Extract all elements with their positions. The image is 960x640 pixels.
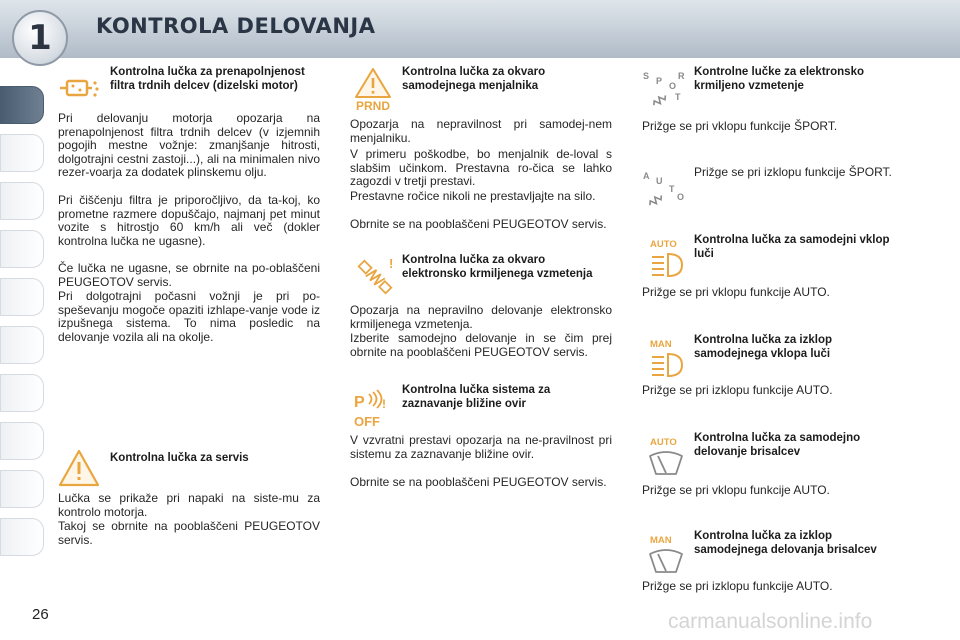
man-wipers-title: Kontrolna lučka za izklop samodejnega delovanja brisalcev [694, 530, 877, 556]
man-lights-text: Prižge se pri izklopu funkcije AUTO. [642, 383, 833, 397]
suspension-fault-text-2: Izberite samodejno delovanje in se čim prej obrnite na pooblaščeni PEUGEOTOV servis. [350, 331, 612, 359]
side-tab-1[interactable] [0, 86, 44, 124]
man-lights-title: Kontrolna lučka za izklop samodejnega vklopa luči [694, 334, 833, 360]
parking-sensors-text-2: Obrnite se na pooblaščeni PEUGEOTOV servis. [350, 475, 607, 489]
gearbox-fault-text-1: Opozarja na nepravilnost pri samodej-nem menjalniku. [350, 117, 612, 145]
section-auto-lights [642, 234, 904, 304]
side-tab-10[interactable] [0, 518, 44, 556]
auto-lights-title: Kontrolna lučka za samodejni vklop luči [694, 234, 890, 260]
side-tab-7[interactable] [0, 374, 44, 412]
section-particle-filter [58, 66, 320, 366]
auto-wipers-icon [646, 434, 688, 476]
gearbox-fault-text-4: Obrnite se na pooblaščeni PEUGEOTOV servis. [350, 217, 607, 231]
warning-triangle-icon [58, 448, 100, 488]
sport-suspension-icon [642, 68, 688, 112]
section-sport-suspension [642, 66, 904, 146]
chapter-title: KONTROLA DELOVANJA [96, 14, 376, 38]
section-auto-suspension [642, 164, 904, 214]
section-service [58, 448, 320, 558]
side-tab-8[interactable] [0, 422, 44, 460]
auto-wipers-title: Kontrolna lučka za samodejno delovanje brisalcev [694, 432, 861, 458]
gearbox-fault-text-2: V primeru poškodbe, bo menjalnik de-loval s slabšim učinkom. Prestavna ro-čica se lahko zagozdi v tretji prestavi. [350, 147, 612, 189]
suspension-fault-title: Kontrolna lučka za okvaro elektronsko krmiljenega vzmetenja [402, 254, 593, 280]
parking-sensor-off-icon [352, 388, 396, 430]
particle-filter-title: Kontrolna lučka za prenapolnjenost filtra trdnih delcev (dizelski motor) [110, 66, 305, 92]
service-title: Kontrolna lučka za servis [110, 452, 249, 464]
particle-filter-text-1: Pri delovanju motorja opozarja na prenapolnjenost filtra trdnih delcev (v izjemnih pogojih mestne vožnje: zmanjšanje hitrosti, dolgotrajni cestni zastoji...), ali na minimalen nivo rezer-voarja za dodatek plinskemu olju. [58, 111, 320, 180]
page-number: 26 [32, 606, 49, 623]
parking-sensors-title: Kontrolna lučka sistema za zaznavanje bližine ovir [402, 384, 551, 410]
auto-wipers-icon-text: AUTO [650, 437, 677, 448]
sport-suspension-text: Prižge se pri vklopu funkcije ŠPORT. [642, 119, 838, 133]
section-auto-wipers [642, 432, 904, 502]
man-lights-icon-text: MAN [650, 339, 672, 350]
sport-letter-t: T [675, 92, 681, 102]
gearbox-icon-text: PRND [355, 99, 391, 112]
sport-suspension-title: Kontrolne lučke za elektronsko krmiljeno vzmetenje [694, 66, 864, 92]
sport-letter-p: P [656, 76, 663, 86]
sport-letter-o: O [669, 81, 677, 91]
particle-filter-icon [58, 72, 100, 106]
service-text-1: Lučka se prikaže pri napaki na siste-mu za kontrolo motorja. [58, 491, 320, 519]
auto-letter-a: A [643, 171, 650, 181]
sport-letter-s: S [643, 71, 650, 81]
manual-lights-icon [646, 336, 688, 378]
gearbox-fault-title: Kontrolna lučka za okvaro samodejnega menjalnika [402, 66, 546, 92]
section-suspension-fault [350, 254, 612, 374]
section-man-lights [642, 334, 904, 404]
section-man-wipers [642, 530, 904, 600]
man-wipers-text: Prižge se pri izklopu funkcije AUTO. [642, 579, 833, 593]
auto-letter-t: T [669, 184, 675, 194]
auto-letter-o: O [677, 192, 685, 202]
parking-icon-letter: P [354, 394, 365, 411]
parking-sensors-text-1: V vzvratni prestavi opozarja na ne-pravilnost pri sistemu za zaznavanje bližine ovir. [350, 433, 612, 461]
chapter-number: 1 [12, 10, 68, 66]
auto-letter-u: U [656, 176, 663, 186]
gearbox-warning-icon [350, 66, 396, 112]
suspension-fault-text-1: Opozarja na nepravilno delovanje elektronsko krmiljenega vzmetenja. [350, 303, 612, 331]
manual-wipers-icon [646, 532, 688, 574]
watermark: carmanualsonline.info [668, 610, 873, 633]
side-tab-4[interactable] [0, 230, 44, 268]
section-gearbox-fault [350, 66, 612, 246]
service-text-2: Takoj se obrnite na pooblaščeni PEUGEOTOV servis. [58, 519, 320, 547]
suspension-fault-icon [352, 254, 398, 300]
side-tab-2[interactable] [0, 134, 44, 172]
man-wipers-icon-text: MAN [650, 535, 672, 546]
chapter-side-tabs [0, 60, 44, 580]
exclamation-mark: ! [382, 397, 386, 411]
auto-lights-icon-text: AUTO [650, 239, 677, 250]
parking-icon-text: OFF [354, 414, 380, 429]
particle-filter-text-3: Če lučka ne ugasne, se obrnite na po-oblaščeni PEUGEOTOV servis. [58, 261, 320, 289]
auto-suspension-icon [642, 166, 688, 210]
gearbox-fault-text-3: Prestavne ročice nikoli ne prestavljajte na silo. [350, 189, 596, 203]
particle-filter-text-2: Pri čiščenju filtra je priporočljivo, da ta-koj, ko prometne razmere dopuščajo, najmanj pet minut vozite s hitrostjo 60 km/h ali več (dokler kontrolna lučka ne ugasne). [58, 193, 320, 248]
side-tab-3[interactable] [0, 182, 44, 220]
auto-wipers-text: Prižge se pri vklopu funkcije AUTO. [642, 483, 830, 497]
auto-suspension-text: Prižge se pri izklopu funkcije ŠPORT. [694, 165, 892, 179]
auto-lights-icon [646, 236, 688, 278]
side-tab-6[interactable] [0, 326, 44, 364]
section-parking-sensors [350, 384, 612, 504]
side-tab-9[interactable] [0, 470, 44, 508]
exclamation-mark: ! [389, 256, 394, 271]
auto-lights-text: Prižge se pri vklopu funkcije AUTO. [642, 285, 830, 299]
sport-letter-r: R [678, 71, 685, 81]
side-tab-5[interactable] [0, 278, 44, 316]
particle-filter-text-4: Pri dolgotrajni počasni vožnji je pri po-speševanju mogoče opaziti izhlape-vanje vode iz izpušnega sistema. To nima posledic na delovanje vozila ali na okolje. [58, 289, 320, 344]
